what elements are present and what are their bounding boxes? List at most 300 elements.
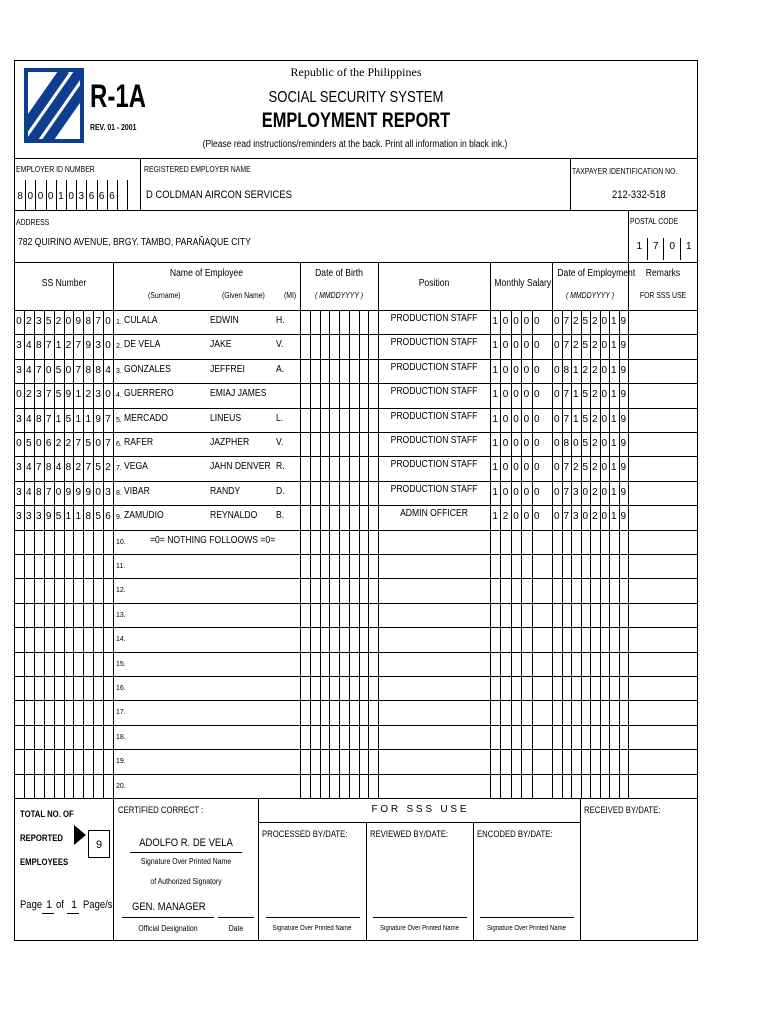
col-date-of-employment: Date of Employment xyxy=(557,268,636,279)
processed-sig-caption: Signature Over Printed Name xyxy=(272,925,352,932)
salary-digit: 0 xyxy=(523,389,530,401)
salary-digit: 1 xyxy=(492,511,498,523)
salary-digit: 0 xyxy=(502,364,509,376)
ss-digit: 5 xyxy=(95,511,101,523)
for-sss-use-label: F O R S S S U S E xyxy=(371,804,467,815)
ss-digit: 2 xyxy=(26,316,32,327)
employment-date-digit: 0 xyxy=(582,511,589,523)
employment-date-digit: 9 xyxy=(620,316,627,327)
employer-id-digit: 0 xyxy=(68,191,74,202)
employee-mi: R. xyxy=(276,461,285,473)
signature-caption-2: of Authorized Signatory xyxy=(150,877,222,886)
employee-position: PRODUCTION STAFF xyxy=(390,313,478,324)
employment-date-digit: 8 xyxy=(563,438,570,449)
employee-surname: DE VELA xyxy=(124,339,161,351)
row-number: 20. xyxy=(116,782,126,790)
postal-code-digit: 7 xyxy=(652,241,659,252)
employee-position: PRODUCTION STAFF xyxy=(390,410,478,422)
ss-digit: 8 xyxy=(35,486,42,498)
col-dob-format: ( MMDDYYYY ) xyxy=(314,291,364,300)
ss-digit: 1 xyxy=(65,511,72,523)
salary-digit: 0 xyxy=(513,413,519,425)
designation: GEN. MANAGER xyxy=(132,901,206,913)
ss-digit: 3 xyxy=(95,340,101,352)
employment-date-digit: 5 xyxy=(582,389,589,401)
employee-given-name: RANDY xyxy=(210,485,241,497)
salary-digit: 0 xyxy=(513,511,519,523)
employment-date-digit: 2 xyxy=(591,486,598,498)
salary-digit: 0 xyxy=(534,389,540,401)
ss-digit: 7 xyxy=(75,340,82,352)
row-number: 7. xyxy=(116,465,122,473)
ss-digit: 0 xyxy=(16,438,22,449)
ss-digit: 4 xyxy=(55,462,62,474)
ss-digit: 2 xyxy=(55,316,62,327)
salary-digit: 1 xyxy=(492,340,498,352)
col-ss-number: SS Number xyxy=(41,278,87,289)
employee-position: PRODUCTION STAFF xyxy=(390,483,478,495)
salary-digit: 1 xyxy=(492,486,498,498)
salary-digit: 0 xyxy=(534,462,540,474)
salary-digit: 0 xyxy=(523,511,530,523)
ss-digit: 4 xyxy=(26,340,32,352)
employment-date-digit: 1 xyxy=(610,389,617,401)
employment-date-digit: 2 xyxy=(591,462,598,474)
employee-mi: L. xyxy=(276,412,284,424)
ss-digit: 9 xyxy=(65,389,72,401)
ss-digit: 7 xyxy=(105,413,111,425)
employment-date-digit: 2 xyxy=(572,340,579,352)
row-number: 15. xyxy=(116,660,126,668)
ss-digit: 4 xyxy=(26,364,32,376)
employer-id-digit: 6 xyxy=(109,191,115,202)
ss-digit: 2 xyxy=(65,438,72,449)
employment-date-digit: 3 xyxy=(572,486,579,498)
ss-digit: 8 xyxy=(95,364,101,376)
row-number: 10. xyxy=(116,538,126,546)
ss-digit: 0 xyxy=(16,316,22,327)
employee-surname: GONZALES xyxy=(124,363,171,375)
salary-digit: 0 xyxy=(513,462,519,474)
employment-date-digit: 2 xyxy=(591,316,598,327)
employment-date-digit: 9 xyxy=(620,364,627,376)
salary-digit: 1 xyxy=(492,316,498,327)
ss-digit: 5 xyxy=(85,438,92,449)
nothing-follows-note: =0= NOTHING FOLLOOWS =0= xyxy=(150,534,276,546)
employer-id-digit: 6 xyxy=(98,191,105,202)
employee-given-name: REYNALDO xyxy=(210,510,258,522)
agency-label: SOCIAL SECURITY SYSTEM xyxy=(268,89,444,106)
employee-position: PRODUCTION STAFF xyxy=(390,337,478,349)
employment-date-digit: 7 xyxy=(563,316,570,327)
col-position: Position xyxy=(418,278,450,289)
employment-date-digit: 0 xyxy=(553,316,560,327)
col-monthly-salary: Monthly Salary xyxy=(494,278,552,289)
total-employees-value: 9 xyxy=(88,830,110,858)
ss-digit: 3 xyxy=(35,511,42,523)
employee-given-name: JAHN DENVER xyxy=(210,461,271,473)
employment-date-digit: 1 xyxy=(610,511,617,523)
employer-id-label: EMPLOYER ID NUMBER xyxy=(16,165,95,174)
salary-digit: 0 xyxy=(534,316,540,327)
employee-given-name: LINEUS xyxy=(210,412,242,424)
received-by-label: RECEIVED BY/DATE: xyxy=(584,805,661,815)
designation-caption: Official Designation xyxy=(138,924,198,933)
employee-surname: VEGA xyxy=(124,461,148,473)
row-number: 18. xyxy=(116,733,126,741)
employment-date-digit: 0 xyxy=(572,438,579,449)
employee-surname: VIBAR xyxy=(124,485,150,497)
employment-date-digit: 2 xyxy=(591,364,598,376)
employment-date-digit: 2 xyxy=(591,389,598,401)
employment-date-digit: 5 xyxy=(582,438,589,449)
ss-digit: 7 xyxy=(45,486,52,498)
ss-digit: 9 xyxy=(85,340,92,352)
employee-given-name: EDWIN xyxy=(210,315,239,326)
employer-id-digit: 3 xyxy=(78,191,85,202)
employment-date-digit: 1 xyxy=(610,462,617,474)
row-number: 16. xyxy=(116,685,126,692)
total-label-3: EMPLOYEES xyxy=(20,857,69,867)
employment-date-digit: 1 xyxy=(610,316,617,327)
employment-date-digit: 2 xyxy=(582,364,589,376)
certified-label: CERTIFIED CORRECT : xyxy=(118,805,204,815)
employer-id-digit: 1 xyxy=(58,191,64,202)
employer-id-digit: 6 xyxy=(88,191,95,202)
ss-digit: 8 xyxy=(35,413,42,425)
page-title: EMPLOYMENT REPORT xyxy=(261,109,451,132)
ss-digit: 2 xyxy=(105,462,111,474)
employer-id-digit: 0 xyxy=(37,191,44,202)
employer-name-label: REGISTERED EMPLOYER NAME xyxy=(144,165,251,174)
ss-digit: 3 xyxy=(35,316,42,327)
salary-digit: 0 xyxy=(534,511,540,523)
col-date-of-birth: Date of Birth xyxy=(315,268,363,279)
salary-digit: 1 xyxy=(492,462,498,474)
ss-digit: 0 xyxy=(95,486,101,498)
col-remarks-sub: FOR SSS USE xyxy=(639,291,687,300)
postal-code-digit: 1 xyxy=(636,241,643,252)
salary-digit: 0 xyxy=(502,413,509,425)
ss-digit: 8 xyxy=(45,462,52,474)
form-code: R-1A xyxy=(90,78,147,114)
employment-date-digit: 7 xyxy=(563,389,570,401)
row-number: 2. xyxy=(116,343,122,351)
ss-digit: 3 xyxy=(16,486,22,498)
employment-date-digit: 9 xyxy=(620,389,627,401)
ss-digit: 8 xyxy=(65,462,72,474)
salary-digit: 0 xyxy=(523,364,530,376)
col-remarks: Remarks xyxy=(645,268,681,279)
employment-date-digit: 0 xyxy=(601,316,608,327)
employee-surname: GUERRERO xyxy=(124,388,174,400)
salary-digit: 0 xyxy=(513,438,519,449)
postal-code-digit: 1 xyxy=(685,241,692,252)
salary-digit: 0 xyxy=(513,364,519,376)
row-number: 11. xyxy=(116,563,126,570)
ss-digit: 0 xyxy=(45,364,52,376)
employee-position: PRODUCTION STAFF xyxy=(390,435,478,446)
salary-digit: 0 xyxy=(534,364,540,376)
employee-surname: ZAMUDIO xyxy=(124,510,164,522)
ss-digit: 0 xyxy=(16,389,22,401)
address-value: 782 QUIRINO AVENUE, BRGY. TAMBO, PARAÑAQUE CITY xyxy=(18,237,251,248)
ss-digit: 7 xyxy=(35,364,42,376)
employee-given-name: JAZPHER xyxy=(210,437,250,448)
ss-digit: 3 xyxy=(16,511,22,523)
salary-digit: 2 xyxy=(502,511,509,523)
employment-date-digit: 9 xyxy=(620,340,627,352)
salary-digit: 0 xyxy=(513,389,519,401)
employment-date-digit: 7 xyxy=(563,486,570,498)
salary-digit: 0 xyxy=(523,340,530,352)
ss-digit: 7 xyxy=(75,438,82,449)
salary-digit: 1 xyxy=(492,364,498,376)
salary-digit: 0 xyxy=(523,462,530,474)
encoded-sig-caption: Signature Over Printed Name xyxy=(487,925,566,932)
employee-position: ADMIN OFFICER xyxy=(400,508,468,520)
employee-mi: V. xyxy=(276,437,284,448)
row-number: 13. xyxy=(116,611,126,619)
ss-digit: 4 xyxy=(26,413,32,425)
employment-date-digit: 9 xyxy=(620,462,627,474)
ss-digit: 1 xyxy=(55,340,62,352)
reviewed-sig-caption: Signature Over Printed Name xyxy=(380,925,459,932)
ss-digit: 5 xyxy=(26,438,32,449)
total-label-1: TOTAL NO. OF xyxy=(20,809,74,819)
ss-digit: 4 xyxy=(105,364,111,376)
employee-surname: RAFER xyxy=(124,437,154,448)
ss-digit: 3 xyxy=(105,486,111,498)
salary-digit: 0 xyxy=(534,340,540,352)
row-number: 17. xyxy=(116,709,126,717)
ss-digit: 0 xyxy=(35,438,42,449)
employment-date-digit: 7 xyxy=(563,511,570,523)
employee-surname: CULALA xyxy=(124,315,158,326)
ss-digit: 0 xyxy=(65,364,72,376)
salary-digit: 0 xyxy=(534,438,540,449)
employment-date-digit: 1 xyxy=(610,340,617,352)
ss-digit: 0 xyxy=(65,316,72,327)
ss-digit: 5 xyxy=(65,413,72,425)
row-number: 5. xyxy=(116,416,122,424)
employment-date-digit: 2 xyxy=(591,511,598,523)
row-number: 8. xyxy=(116,489,122,497)
ss-digit: 7 xyxy=(45,413,52,425)
employee-surname: MERCADO xyxy=(124,412,168,424)
employment-date-digit: 0 xyxy=(553,462,560,474)
employment-date-digit: 2 xyxy=(591,413,598,425)
ss-digit: 3 xyxy=(95,389,101,401)
ss-digit: 1 xyxy=(75,511,82,523)
instructions: (Please read instructions/reminders at the back. Print all information in black ink.) xyxy=(202,139,508,150)
ss-digit: 7 xyxy=(95,316,101,327)
ss-digit: 1 xyxy=(75,413,82,425)
republic-label: Republic of the Philippines xyxy=(290,65,422,79)
employment-date-digit: 7 xyxy=(563,413,570,425)
ss-digit: 9 xyxy=(75,486,82,498)
pointer-arrow-icon xyxy=(74,825,86,845)
employment-date-digit: 0 xyxy=(553,340,560,352)
salary-digit: 0 xyxy=(502,389,509,401)
col-doe-format: ( MMDDYYYY ) xyxy=(565,291,615,300)
salary-digit: 0 xyxy=(513,316,519,327)
processed-by-label: PROCESSED BY/DATE: xyxy=(262,829,348,839)
salary-digit: 1 xyxy=(492,413,498,425)
employment-date-digit: 2 xyxy=(572,462,579,474)
page-num: 1 xyxy=(46,899,53,911)
salary-digit: 0 xyxy=(513,486,519,498)
ss-digit: 9 xyxy=(95,413,101,425)
employment-date-digit: 9 xyxy=(620,413,627,425)
total-label-2: REPORTED xyxy=(20,833,64,843)
ss-digit: 5 xyxy=(55,511,62,523)
employee-mi: A. xyxy=(276,363,285,375)
ss-digit: 6 xyxy=(105,511,111,523)
employee-mi: D. xyxy=(276,485,285,497)
employment-date-digit: 1 xyxy=(610,413,617,425)
ss-digit: 2 xyxy=(75,462,82,474)
employee-position: PRODUCTION STAFF xyxy=(390,361,478,373)
date-caption: Date xyxy=(228,924,244,933)
row-number: 4. xyxy=(116,392,122,400)
ss-digit: 4 xyxy=(26,462,32,474)
employer-id-digit: 0 xyxy=(27,191,34,202)
ss-digit: 2 xyxy=(85,389,92,401)
employment-date-digit: 0 xyxy=(553,413,560,425)
employment-date-digit: 9 xyxy=(620,511,627,523)
ss-digit: 8 xyxy=(85,316,92,327)
ss-digit: 1 xyxy=(85,413,92,425)
encoded-by-label: ENCODED BY/DATE: xyxy=(477,829,553,839)
row-number: 12. xyxy=(116,587,126,595)
row-number: 1. xyxy=(116,319,122,326)
employee-mi: B. xyxy=(276,510,285,522)
col-name-of-employee: Name of Employee xyxy=(169,268,244,279)
employment-date-digit: 0 xyxy=(553,364,560,376)
ss-digit: 5 xyxy=(45,316,52,327)
employment-date-digit: 2 xyxy=(591,340,598,352)
employment-date-digit: 5 xyxy=(582,340,589,352)
col-surname: (Surname) xyxy=(148,291,181,300)
ss-digit: 7 xyxy=(45,389,52,401)
row-number: 19. xyxy=(116,758,126,766)
employment-date-digit: 5 xyxy=(582,462,589,474)
employee-given-name: EMIAJ JAMES xyxy=(210,388,267,400)
salary-digit: 1 xyxy=(492,438,498,449)
ss-digit: 1 xyxy=(75,389,82,401)
employee-given-name: JAKE xyxy=(210,339,232,351)
employment-date-digit: 5 xyxy=(582,316,589,327)
ss-digit: 3 xyxy=(16,462,22,474)
ss-digit: 2 xyxy=(65,340,72,352)
ss-digit: 5 xyxy=(55,389,62,401)
ss-digit: 5 xyxy=(55,364,62,376)
employment-date-digit: 3 xyxy=(572,511,579,523)
salary-digit: 0 xyxy=(502,438,509,449)
employment-date-digit: 1 xyxy=(610,438,617,449)
ss-digit: 7 xyxy=(35,462,42,474)
employment-date-digit: 0 xyxy=(601,511,608,523)
ss-digit: 0 xyxy=(105,340,111,352)
ss-digit: 0 xyxy=(95,438,101,449)
employment-date-digit: 0 xyxy=(601,364,608,376)
employment-date-digit: 9 xyxy=(620,486,627,498)
ss-digit: 8 xyxy=(85,364,92,376)
ss-digit: 2 xyxy=(55,438,62,449)
employer-id-digit: 0 xyxy=(47,191,54,202)
postal-code-label: POSTAL CODE xyxy=(630,217,679,226)
ss-digit: 3 xyxy=(16,413,22,425)
ss-digit: 7 xyxy=(75,364,82,376)
ss-digit: 0 xyxy=(55,486,62,498)
employment-date-digit: 5 xyxy=(582,413,589,425)
postal-code-digit: 0 xyxy=(669,241,676,252)
employment-date-digit: 1 xyxy=(572,413,579,425)
ss-digit: 0 xyxy=(105,389,111,401)
ss-digit: 9 xyxy=(45,511,52,523)
employment-date-digit: 0 xyxy=(601,340,608,352)
ss-digit: 3 xyxy=(16,364,22,376)
employment-date-digit: 1 xyxy=(572,389,579,401)
ss-digit: 9 xyxy=(85,486,92,498)
salary-digit: 0 xyxy=(513,340,519,352)
address-label: ADDRESS xyxy=(16,218,50,227)
salary-digit: 0 xyxy=(502,316,509,327)
col-given-name: (Given Name) xyxy=(222,291,265,300)
salary-digit: 1 xyxy=(492,389,498,401)
row-number: 3. xyxy=(116,367,122,375)
employment-date-digit: 8 xyxy=(563,364,570,376)
ss-digit: 3 xyxy=(16,340,22,352)
employee-position: PRODUCTION STAFF xyxy=(390,386,478,398)
ss-digit: 8 xyxy=(85,511,92,523)
employment-date-digit: 2 xyxy=(572,316,579,327)
employment-date-digit: 1 xyxy=(572,364,579,376)
ss-digit: 3 xyxy=(26,511,32,523)
employment-date-digit: 7 xyxy=(563,340,570,352)
salary-digit: 0 xyxy=(523,316,530,327)
salary-digit: 0 xyxy=(534,486,540,498)
ss-digit: 8 xyxy=(35,340,42,352)
ss-digit: 5 xyxy=(95,462,101,474)
col-mi: (MI) xyxy=(284,291,297,300)
salary-digit: 0 xyxy=(534,413,540,425)
employment-date-digit: 1 xyxy=(610,364,617,376)
ss-digit: 7 xyxy=(45,340,52,352)
employment-date-digit: 7 xyxy=(563,462,570,474)
page-total: 1 xyxy=(71,899,78,911)
salary-digit: 0 xyxy=(502,462,509,474)
row-number: 9. xyxy=(116,514,122,522)
salary-digit: 0 xyxy=(502,486,509,498)
employment-date-digit: 0 xyxy=(601,389,608,401)
revision: REV. 01 - 2001 xyxy=(90,123,137,132)
employment-date-digit: 0 xyxy=(601,413,608,425)
tin-value: 212-332-518 xyxy=(612,189,666,201)
salary-digit: 0 xyxy=(523,413,530,425)
ss-digit: 9 xyxy=(75,316,82,327)
employer-id-digit: 8 xyxy=(17,191,23,202)
salary-digit: 0 xyxy=(523,438,530,449)
employment-date-digit: 0 xyxy=(553,438,560,449)
reviewed-by-label: REVIEWED BY/DATE: xyxy=(370,829,449,839)
employee-given-name: JEFFREI xyxy=(210,363,245,375)
salary-digit: 0 xyxy=(523,486,530,498)
employment-date-digit: 0 xyxy=(601,462,608,474)
employment-date-digit: 0 xyxy=(553,486,560,498)
employee-position: PRODUCTION STAFF xyxy=(390,459,478,471)
